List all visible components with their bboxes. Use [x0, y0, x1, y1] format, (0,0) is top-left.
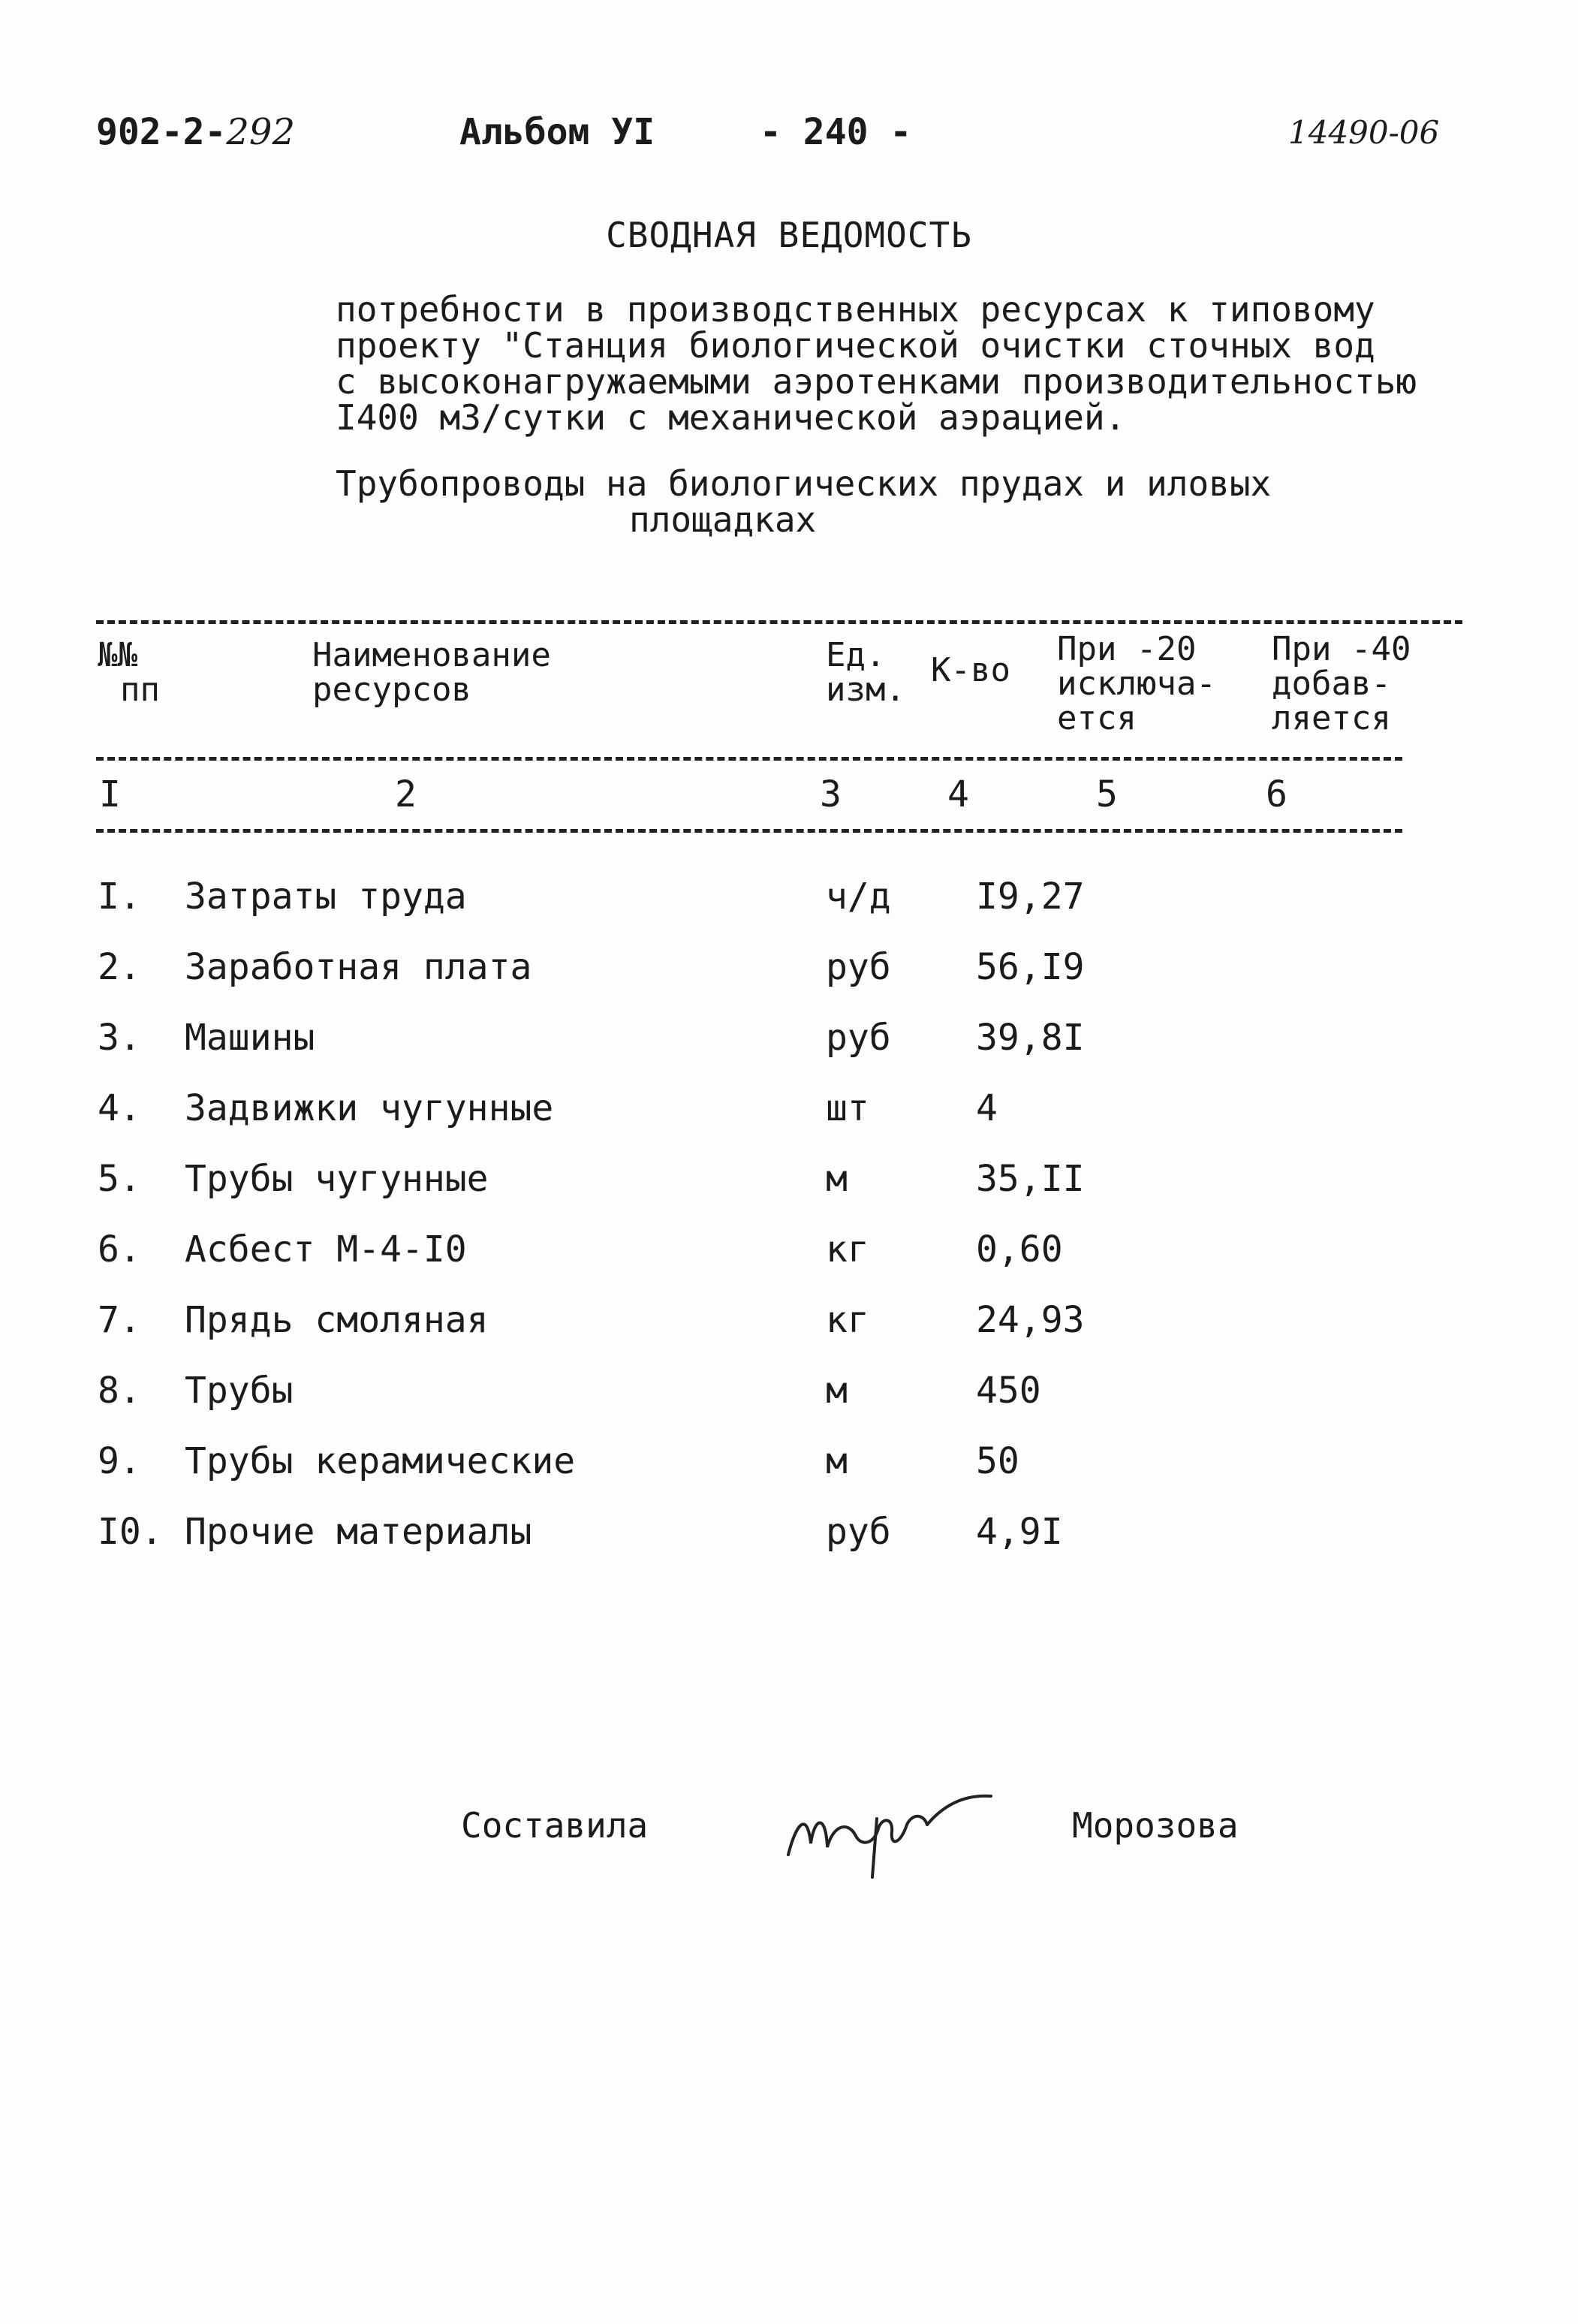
resource-qty: 450: [976, 1370, 1041, 1412]
table-row: [0, 1298, 1578, 1368]
table-row: [0, 945, 1578, 1015]
row-number: I.: [98, 876, 141, 918]
resource-qty: 24,93: [976, 1299, 1085, 1341]
table-header-rule: [96, 757, 1402, 761]
row-number: 8.: [98, 1370, 141, 1412]
subtitle-line-2: площадках: [629, 499, 817, 540]
inventory-number: 14490-06: [1288, 114, 1440, 151]
header-minus40: [1272, 632, 1411, 736]
header-minus20: [1057, 632, 1216, 736]
header-minus40-line-3: ляется: [1272, 699, 1391, 737]
resource-name: Трубы: [185, 1370, 294, 1412]
resource-unit: ч/д: [826, 876, 891, 918]
row-number: 7.: [98, 1299, 141, 1341]
header-minus40-line-2: добав-: [1272, 665, 1391, 703]
resource-unit: руб: [826, 1017, 891, 1059]
row-number: 4.: [98, 1087, 141, 1129]
table-row: [0, 1227, 1578, 1298]
header-num-line-1: №№: [98, 636, 137, 674]
table-row: [0, 1156, 1578, 1227]
project-code-printed: 902-2-: [96, 111, 227, 153]
resource-qty: 50: [976, 1440, 1019, 1482]
description-line-2: проекту "Станция биологической очистки сточных вод: [336, 325, 1375, 366]
resource-qty: 4,9I: [976, 1511, 1063, 1553]
resource-name: Прочие материалы: [185, 1511, 532, 1553]
document-title: СВОДНАЯ ВЕДОМОСТЬ: [606, 215, 972, 255]
resource-unit: руб: [826, 946, 891, 988]
resource-name: Заработная плата: [185, 946, 532, 988]
row-number: 9.: [98, 1440, 141, 1482]
resource-qty: 39,8I: [976, 1017, 1085, 1059]
table-row: [0, 1439, 1578, 1509]
resource-unit: кг: [826, 1299, 869, 1341]
resource-name: Трубы чугунные: [185, 1158, 489, 1200]
resource-unit: шт: [826, 1087, 869, 1129]
subtitle-line-1: Трубопроводы на биологических прудах и иловых: [336, 463, 1272, 504]
table-row: [0, 1015, 1578, 1086]
album-label: Альбом УI: [459, 111, 655, 153]
table-top-rule: [96, 620, 1462, 624]
header-name-line-2: ресурсов: [312, 671, 471, 709]
col-number-2: 2: [395, 773, 417, 815]
table-row: [0, 1509, 1578, 1580]
table-body-rule: [96, 829, 1402, 833]
page-number: - 240 -: [760, 111, 912, 153]
resource-unit: кг: [826, 1228, 869, 1271]
col-number-5: 5: [1096, 773, 1118, 815]
resource-qty: 56,I9: [976, 946, 1085, 988]
table-row: [0, 874, 1578, 945]
signer-name: Морозова: [1072, 1805, 1239, 1846]
resource-unit: м: [826, 1370, 848, 1412]
table-row: [0, 1086, 1578, 1156]
resource-qty: 35,II: [976, 1158, 1085, 1200]
header-name-line-1: Наименование: [312, 636, 551, 674]
header-minus40-line-1: При -40: [1272, 630, 1411, 668]
row-number: 2.: [98, 946, 141, 988]
table-row: [0, 1368, 1578, 1439]
description-line-4: I400 м3/сутки с механической аэрацией.: [336, 397, 1126, 438]
resource-unit: руб: [826, 1511, 891, 1553]
row-number: 6.: [98, 1228, 141, 1271]
project-code-handwritten: 292: [226, 111, 296, 153]
header-qty: К-во: [931, 651, 1010, 689]
header-unit: [826, 638, 905, 707]
header-minus20-line-2: исключа-: [1057, 665, 1216, 703]
resource-name: Трубы керамические: [185, 1440, 576, 1482]
col-number-4: 4: [947, 773, 969, 815]
resource-unit: м: [826, 1158, 848, 1200]
project-code: [96, 111, 295, 153]
header-unit-line-1: Ед.: [826, 636, 886, 674]
resource-name: Асбест М-4-I0: [185, 1228, 467, 1271]
resource-name: Прядь смоляная: [185, 1299, 489, 1341]
row-number: 5.: [98, 1158, 141, 1200]
header-num: [98, 638, 160, 707]
resource-qty: I9,27: [976, 876, 1085, 918]
col-number-3: 3: [820, 773, 842, 815]
resource-qty: 4: [976, 1087, 998, 1129]
resource-name: Затраты труда: [185, 876, 467, 918]
resource-unit: м: [826, 1440, 848, 1482]
header-minus20-line-3: ется: [1057, 699, 1137, 737]
compiled-by-label: Составила: [461, 1805, 649, 1846]
row-number: 3.: [98, 1017, 141, 1059]
header-num-line-2: пп: [120, 671, 160, 709]
description-line-1: потребности в производственных ресурсах к типовому: [336, 289, 1375, 330]
resource-name: Задвижки чугунные: [185, 1087, 554, 1129]
handwritten-signature: [773, 1772, 998, 1885]
header-minus20-line-1: При -20: [1057, 630, 1197, 668]
header-unit-line-2: изм.: [826, 671, 905, 709]
row-number: I0.: [98, 1511, 163, 1553]
header-name: [312, 638, 551, 707]
resource-qty: 0,60: [976, 1228, 1063, 1271]
col-number-6: 6: [1266, 773, 1287, 815]
col-number-1: I: [99, 773, 121, 815]
resource-name: Машины: [185, 1017, 315, 1059]
description-line-3: с высоконагружаемыми аэротенками производительностью: [336, 361, 1417, 402]
